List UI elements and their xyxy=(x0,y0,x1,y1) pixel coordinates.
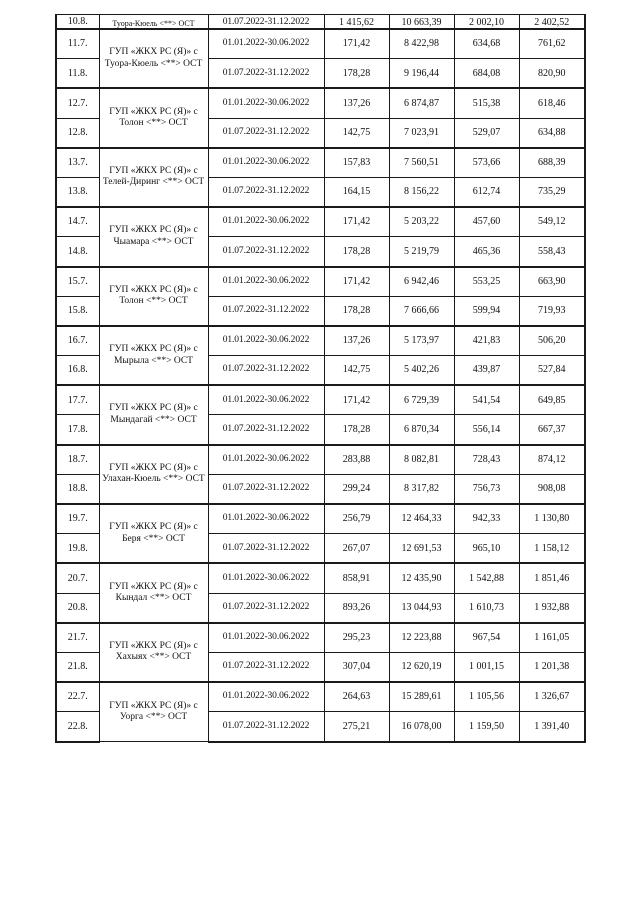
value-cell-1: 893,26 xyxy=(324,593,389,623)
value-cell-1: 178,28 xyxy=(324,237,389,267)
value-cell-4: 820,90 xyxy=(519,59,585,89)
value-cell-4: 874,12 xyxy=(519,445,585,475)
value-cell-4: 1 130,80 xyxy=(519,504,585,534)
table-row xyxy=(56,623,585,653)
period-cell: 01.07.2022-31.12.2022 xyxy=(208,296,324,326)
period-cell: 01.07.2022-31.12.2022 xyxy=(208,59,324,89)
value-cell-3: 599,94 xyxy=(454,296,519,326)
value-cell-2: 7 560,51 xyxy=(389,148,454,178)
value-cell-3: 756,73 xyxy=(454,474,519,504)
value-cell-3: 457,60 xyxy=(454,207,519,237)
table-row xyxy=(56,682,585,712)
value-cell-3: 942,33 xyxy=(454,504,519,534)
value-cell-4: 634,88 xyxy=(519,118,585,148)
value-cell-1: 171,42 xyxy=(324,29,389,59)
period-cell: 01.01.2022-30.06.2022 xyxy=(208,623,324,653)
value-cell-3: 684,08 xyxy=(454,59,519,89)
value-cell-2: 15 289,61 xyxy=(389,682,454,712)
value-cell-2: 16 078,00 xyxy=(389,712,454,742)
value-cell-3: 439,87 xyxy=(454,356,519,386)
value-cell-4: 1 391,40 xyxy=(519,712,585,742)
row-number: 21.7. xyxy=(56,623,99,653)
organization-cell: ГУП «ЖКХ РС (Я)» с Мырыла <**> ОСТ xyxy=(99,326,208,385)
value-cell-1: 137,26 xyxy=(324,88,389,118)
period-cell: 01.01.2022-30.06.2022 xyxy=(208,267,324,297)
period-cell: 01.07.2022-31.12.2022 xyxy=(208,534,324,564)
row-number: 22.8. xyxy=(56,712,99,742)
row-number: 21.8. xyxy=(56,652,99,682)
value-cell-1: 295,23 xyxy=(324,623,389,653)
value-cell-1: 137,26 xyxy=(324,326,389,356)
row-number: 12.7. xyxy=(56,88,99,118)
value-cell-1: 171,42 xyxy=(324,267,389,297)
value-cell-2: 12 435,90 xyxy=(389,563,454,593)
value-cell-3: 728,43 xyxy=(454,445,519,475)
period-cell: 01.07.2022-31.12.2022 xyxy=(208,356,324,386)
period-cell: 01.01.2022-30.06.2022 xyxy=(208,563,324,593)
row-number: 18.7. xyxy=(56,445,99,475)
row-number: 11.7. xyxy=(56,29,99,59)
value-cell-2: 12 464,33 xyxy=(389,504,454,534)
value-cell-1: 307,04 xyxy=(324,652,389,682)
value-cell-2: 12 691,53 xyxy=(389,534,454,564)
period-cell: 01.07.2022-31.12.2022 xyxy=(208,15,324,30)
period-cell: 01.07.2022-31.12.2022 xyxy=(208,712,324,742)
value-cell-4: 688,39 xyxy=(519,148,585,178)
value-cell-3: 1 610,73 xyxy=(454,593,519,623)
period-cell: 01.01.2022-30.06.2022 xyxy=(208,88,324,118)
value-cell-2: 5 219,79 xyxy=(389,237,454,267)
value-cell-3: 421,83 xyxy=(454,326,519,356)
organization-cell: ГУП «ЖКХ РС (Я)» с Туора-Кюель <**> ОСТ xyxy=(99,29,208,88)
value-cell-1: 171,42 xyxy=(324,207,389,237)
period-cell: 01.01.2022-30.06.2022 xyxy=(208,29,324,59)
value-cell-1: 142,75 xyxy=(324,118,389,148)
row-number: 13.7. xyxy=(56,148,99,178)
value-cell-1: 299,24 xyxy=(324,474,389,504)
value-cell-1: 283,88 xyxy=(324,445,389,475)
value-cell-3: 1 001,15 xyxy=(454,652,519,682)
table-row xyxy=(56,267,585,297)
value-cell-4: 1 326,67 xyxy=(519,682,585,712)
row-number: 15.8. xyxy=(56,296,99,326)
value-cell-4: 667,37 xyxy=(519,415,585,445)
value-cell-2: 8 082,81 xyxy=(389,445,454,475)
table-row xyxy=(56,445,585,475)
organization-cell: ГУП «ЖКХ РС (Я)» с Кындал <**> ОСТ xyxy=(99,563,208,622)
row-number: 10.8. xyxy=(56,15,99,30)
value-cell-3: 553,25 xyxy=(454,267,519,297)
value-cell-3: 1 542,88 xyxy=(454,563,519,593)
value-cell-1: 178,28 xyxy=(324,415,389,445)
period-cell: 01.07.2022-31.12.2022 xyxy=(208,177,324,207)
value-cell-4: 1 161,05 xyxy=(519,623,585,653)
value-cell-3: 465,36 xyxy=(454,237,519,267)
row-number: 20.8. xyxy=(56,593,99,623)
value-cell-4: 719,93 xyxy=(519,296,585,326)
organization-cell: ГУП «ЖКХ РС (Я)» с Мындагай <**> ОСТ xyxy=(99,385,208,444)
table-row xyxy=(56,385,585,415)
value-cell-2: 12 223,88 xyxy=(389,623,454,653)
value-cell-4: 549,12 xyxy=(519,207,585,237)
organization-cell: ГУП «ЖКХ РС (Я)» с Хахыях <**> ОСТ xyxy=(99,623,208,682)
row-number: 13.8. xyxy=(56,177,99,207)
value-cell-2: 6 874,87 xyxy=(389,88,454,118)
row-number: 19.8. xyxy=(56,534,99,564)
row-number: 20.7. xyxy=(56,563,99,593)
value-cell-2: 6 870,34 xyxy=(389,415,454,445)
value-cell-2: 5 402,26 xyxy=(389,356,454,386)
value-cell-2: 7 023,91 xyxy=(389,118,454,148)
period-cell: 01.07.2022-31.12.2022 xyxy=(208,652,324,682)
table-row xyxy=(56,563,585,593)
organization-cell: Туора-Кюель <**> ОСТ xyxy=(99,15,208,30)
period-cell: 01.07.2022-31.12.2022 xyxy=(208,474,324,504)
row-number: 14.7. xyxy=(56,207,99,237)
value-cell-2: 6 729,39 xyxy=(389,385,454,415)
period-cell: 01.01.2022-30.06.2022 xyxy=(208,148,324,178)
organization-cell: ГУП «ЖКХ РС (Я)» с Уорга <**> ОСТ xyxy=(99,682,208,741)
value-cell-1: 178,28 xyxy=(324,296,389,326)
value-cell-1: 267,07 xyxy=(324,534,389,564)
value-cell-3: 529,07 xyxy=(454,118,519,148)
value-cell-4: 1 201,38 xyxy=(519,652,585,682)
period-cell: 01.01.2022-30.06.2022 xyxy=(208,445,324,475)
value-cell-2: 8 422,98 xyxy=(389,29,454,59)
value-cell-4: 618,46 xyxy=(519,88,585,118)
row-number: 15.7. xyxy=(56,267,99,297)
value-cell-1: 178,28 xyxy=(324,59,389,89)
table-row xyxy=(56,148,585,178)
value-cell-1: 142,75 xyxy=(324,356,389,386)
tariff-table-body xyxy=(56,15,585,742)
value-cell-2: 5 203,22 xyxy=(389,207,454,237)
value-cell-4: 1 158,12 xyxy=(519,534,585,564)
value-cell-1: 164,15 xyxy=(324,177,389,207)
value-cell-4: 735,29 xyxy=(519,177,585,207)
row-number: 11.8. xyxy=(56,59,99,89)
value-cell-4: 1 851,46 xyxy=(519,563,585,593)
period-cell: 01.01.2022-30.06.2022 xyxy=(208,207,324,237)
value-cell-4: 761,62 xyxy=(519,29,585,59)
organization-cell: ГУП «ЖКХ РС (Я)» с Беря <**> ОСТ xyxy=(99,504,208,563)
organization-cell: ГУП «ЖКХ РС (Я)» с Чыамара <**> ОСТ xyxy=(99,207,208,266)
value-cell-2: 5 173,97 xyxy=(389,326,454,356)
value-cell-3: 612,74 xyxy=(454,177,519,207)
period-cell: 01.07.2022-31.12.2022 xyxy=(208,237,324,267)
value-cell-2: 6 942,46 xyxy=(389,267,454,297)
value-cell-4: 2 402,52 xyxy=(519,15,585,30)
value-cell-3: 634,68 xyxy=(454,29,519,59)
table-row xyxy=(56,504,585,534)
value-cell-3: 2 002,10 xyxy=(454,15,519,30)
value-cell-3: 967,54 xyxy=(454,623,519,653)
period-cell: 01.07.2022-31.12.2022 xyxy=(208,118,324,148)
value-cell-4: 908,08 xyxy=(519,474,585,504)
value-cell-4: 527,84 xyxy=(519,356,585,386)
value-cell-4: 558,43 xyxy=(519,237,585,267)
organization-cell: ГУП «ЖКХ РС (Я)» с Толон <**> ОСТ xyxy=(99,267,208,326)
organization-cell: ГУП «ЖКХ РС (Я)» с Телей-Диринг <**> ОСТ xyxy=(99,148,208,207)
value-cell-2: 8 156,22 xyxy=(389,177,454,207)
row-number: 17.7. xyxy=(56,385,99,415)
period-cell: 01.01.2022-30.06.2022 xyxy=(208,682,324,712)
value-cell-4: 506,20 xyxy=(519,326,585,356)
row-number: 16.7. xyxy=(56,326,99,356)
value-cell-1: 157,83 xyxy=(324,148,389,178)
row-number: 17.8. xyxy=(56,415,99,445)
value-cell-2: 9 196,44 xyxy=(389,59,454,89)
value-cell-2: 10 663,39 xyxy=(389,15,454,30)
value-cell-4: 1 932,88 xyxy=(519,593,585,623)
row-number: 16.8. xyxy=(56,356,99,386)
value-cell-1: 858,91 xyxy=(324,563,389,593)
value-cell-1: 275,21 xyxy=(324,712,389,742)
value-cell-3: 1 105,56 xyxy=(454,682,519,712)
value-cell-3: 556,14 xyxy=(454,415,519,445)
table-row xyxy=(56,326,585,356)
value-cell-3: 541,54 xyxy=(454,385,519,415)
tariff-table xyxy=(55,14,586,743)
value-cell-2: 7 666,66 xyxy=(389,296,454,326)
value-cell-4: 663,90 xyxy=(519,267,585,297)
row-number: 18.8. xyxy=(56,474,99,504)
table-row xyxy=(56,15,585,30)
value-cell-2: 8 317,82 xyxy=(389,474,454,504)
table-row xyxy=(56,207,585,237)
row-number: 19.7. xyxy=(56,504,99,534)
value-cell-3: 1 159,50 xyxy=(454,712,519,742)
row-number: 22.7. xyxy=(56,682,99,712)
table-row xyxy=(56,88,585,118)
value-cell-3: 573,66 xyxy=(454,148,519,178)
period-cell: 01.01.2022-30.06.2022 xyxy=(208,504,324,534)
value-cell-2: 13 044,93 xyxy=(389,593,454,623)
organization-cell: ГУП «ЖКХ РС (Я)» с Толон <**> ОСТ xyxy=(99,88,208,147)
value-cell-2: 12 620,19 xyxy=(389,652,454,682)
value-cell-3: 965,10 xyxy=(454,534,519,564)
period-cell: 01.07.2022-31.12.2022 xyxy=(208,415,324,445)
value-cell-1: 1 415,62 xyxy=(324,15,389,30)
value-cell-1: 264,63 xyxy=(324,682,389,712)
table-row xyxy=(56,29,585,59)
organization-cell: ГУП «ЖКХ РС (Я)» с Улахан-Кюель <**> ОСТ xyxy=(99,445,208,504)
value-cell-4: 649,85 xyxy=(519,385,585,415)
value-cell-1: 171,42 xyxy=(324,385,389,415)
row-number: 14.8. xyxy=(56,237,99,267)
period-cell: 01.07.2022-31.12.2022 xyxy=(208,593,324,623)
row-number: 12.8. xyxy=(56,118,99,148)
value-cell-1: 256,79 xyxy=(324,504,389,534)
period-cell: 01.01.2022-30.06.2022 xyxy=(208,326,324,356)
value-cell-3: 515,38 xyxy=(454,88,519,118)
period-cell: 01.01.2022-30.06.2022 xyxy=(208,385,324,415)
